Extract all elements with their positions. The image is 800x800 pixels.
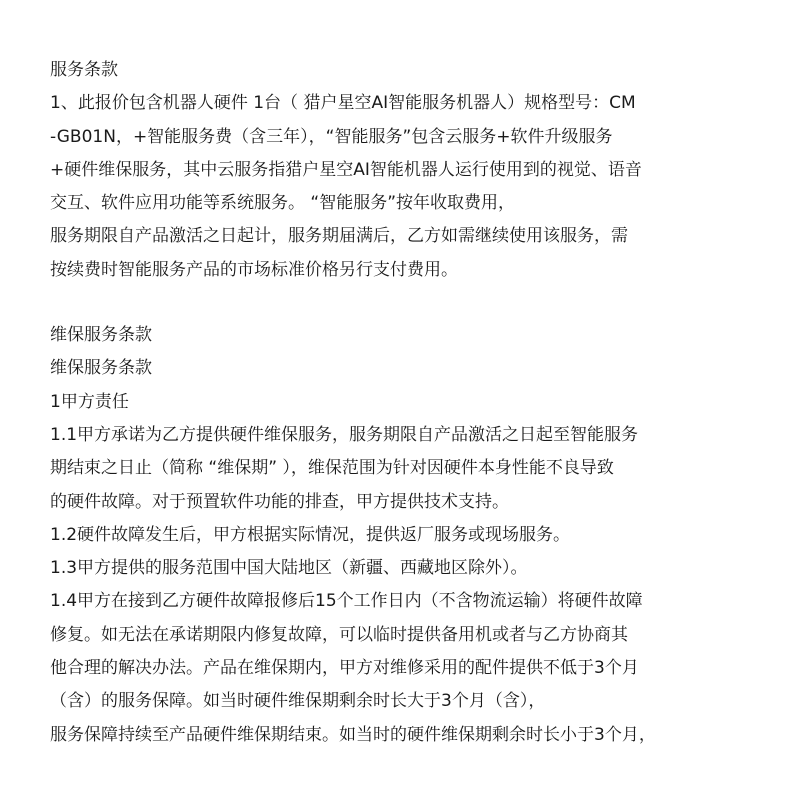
maintenance-terms-line: 服务保障持续至产品硬件维保期结束。如当时的硬件维保期剩余时长小于3个月， [50, 724, 656, 745]
maintenance-terms-line: 的硬件故障。对于预置软件功能的排查，甲方提供技术支持。 [50, 491, 509, 512]
maintenance-terms-line: 1.4甲方在接到乙方硬件故障报修后15个工作日内（不含物流运输）将硬件故障 [50, 591, 643, 612]
maintenance-terms-heading: 维保服务条款 [50, 325, 152, 346]
service-terms-line: 1、此报价包含机器人硬件 1台（ 猎户星空AI智能服务机器人）规格型号：CM [50, 93, 636, 114]
maintenance-terms-line: 1.1甲方承诺为乙方提供硬件维保服务，服务期限自产品激活之日起至智能服务 [50, 424, 639, 445]
party-a-responsibility-heading: 1甲方责任 [50, 391, 129, 412]
service-terms-line: -GB01N，+智能服务费（含三年），“智能服务”包含云服务+软件升级服务 [50, 126, 613, 147]
service-terms-line: 服务期限自产品激活之日起计，服务期届满后，乙方如需继续使用该服务，需 [50, 226, 628, 247]
service-terms-heading: 服务条款 [50, 60, 118, 80]
section-spacer [50, 287, 770, 319]
maintenance-terms-subheading: 维保服务条款 [50, 358, 152, 379]
maintenance-terms-line: 他合理的解决办法。产品在维保期内，甲方对维修采用的配件提供不低于3个月 [50, 658, 639, 679]
service-terms-line: 交互、软件应用功能等系统服务。 “智能服务”按年收取费用， [50, 193, 516, 214]
maintenance-terms-line: 期结束之日止（简称 “维保期” ），维保范围为针对因硬件本身性能不良导致 [50, 458, 614, 479]
document-body [50, 54, 770, 752]
maintenance-terms-line: 修复。如无法在承诺期限内修复故障，可以临时提供备用机或者与乙方协商其 [50, 624, 628, 645]
maintenance-terms-line: 1.3甲方提供的服务范围中国大陆地区（新疆、西藏地区除外）。 [50, 558, 528, 579]
service-terms-line: 按续费时智能服务产品的市场标准价格另行支付费用。 [50, 259, 458, 280]
maintenance-terms-line: （含）的服务保障。如当时硬件维保期剩余时长大于3个月（含）， [50, 691, 546, 712]
service-terms-line: +硬件维保服务，其中云服务指猎户星空AI智能机器人运行使用到的视觉、语音 [50, 159, 642, 180]
maintenance-terms-line: 1.2硬件故障发生后，甲方根据实际情况，提供返厂服务或现场服务。 [50, 524, 571, 545]
